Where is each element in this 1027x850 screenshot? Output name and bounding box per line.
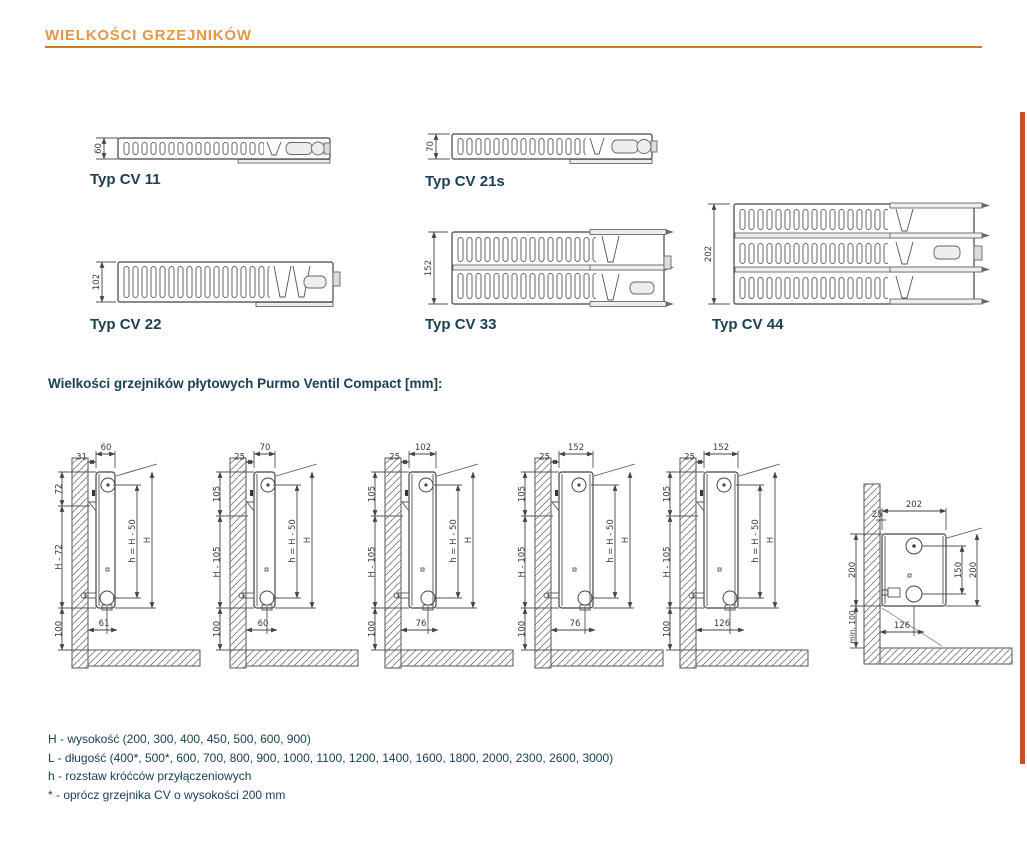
type-label-cv21s: Typ CV 21s <box>425 173 505 190</box>
radiator-panel <box>704 472 738 608</box>
floor-hatch <box>246 650 358 666</box>
side-drawing-cv21s <box>210 428 370 680</box>
dim-base: 61 <box>98 619 110 629</box>
convector-fins-middle <box>738 242 888 265</box>
wall-bracket-icon <box>405 490 408 496</box>
dim-height: H <box>143 536 153 544</box>
dim-pipe-spacing: 150 <box>954 561 964 579</box>
type-label-cv22: Typ CV 22 <box>90 316 162 333</box>
page-title: WIELKOŚCI GRZEJNIKÓW <box>45 27 252 44</box>
dim-base: 76 <box>569 619 581 629</box>
convector-fins-bottom <box>456 272 596 300</box>
wall-hatch <box>680 458 696 668</box>
convector-fins <box>456 137 586 156</box>
dim-conn-spacing: h = H - 50 <box>751 519 761 563</box>
dim-depth: 60 <box>100 443 112 453</box>
dim-height: H <box>766 536 776 544</box>
dim-mid-seg: H - 105 <box>517 546 528 578</box>
bottom-rail <box>570 160 652 164</box>
dim-wall-gap: 25 <box>539 452 550 463</box>
dim-top-seg: 105 <box>517 485 528 503</box>
depth-dim-label: 70 <box>426 141 436 152</box>
dim-height: H <box>621 536 631 544</box>
footnote-asterisk: * - oprócz grzejnika CV o wysokości 200 mm <box>48 787 286 802</box>
depth-dim-label: 202 <box>704 245 714 263</box>
side-drawing-cv22 <box>365 428 525 680</box>
wall-hatch <box>230 458 246 668</box>
section-subtitle: Wielkości grzejników płytowych Purmo Ventil Compact [mm]: <box>48 376 443 391</box>
floor-hatch <box>551 650 663 666</box>
topview-cv22 <box>88 256 348 312</box>
dim-bottom-seg: 100 <box>367 620 378 638</box>
footnote-height: H - wysokość (200, 300, 400, 450, 500, 600, 900) <box>48 732 311 746</box>
wall-hatch <box>72 458 88 668</box>
radiator-panel <box>409 472 436 608</box>
title-underline <box>45 46 982 48</box>
dim-mid-seg: H - 105 <box>367 546 378 578</box>
floor-hatch <box>401 650 513 666</box>
dim-bottom-seg: 100 <box>662 620 673 638</box>
topview-cv11 <box>88 130 338 170</box>
dim-outer-height: 200 <box>969 561 979 579</box>
floor-hatch <box>696 650 808 666</box>
dim-wall-gap: 25 <box>684 452 695 463</box>
dim-conn-spacing: h = H - 50 <box>449 519 459 563</box>
depth-dim-label: 102 <box>92 273 102 291</box>
footnote-conn-spacing: h - rozstaw króćców przyłączeniowych <box>48 769 252 783</box>
dim-top-seg: 105 <box>212 485 223 503</box>
wall-bracket-icon <box>555 490 558 496</box>
wall-hatch <box>535 458 551 668</box>
dim-depth: 152 <box>712 443 730 453</box>
dim-depth: 152 <box>567 443 585 453</box>
dim-top-seg: 105 <box>367 485 378 503</box>
convector-fins-bottom <box>738 276 888 300</box>
side-drawing-cv11 <box>52 428 212 680</box>
dim-wall-gap: 25 <box>234 452 245 463</box>
radiator-panel <box>559 472 593 608</box>
dim-wall-gap: 25 <box>871 510 883 520</box>
convector-fins-top <box>738 208 888 231</box>
dim-conn-spacing: h = H - 50 <box>288 519 298 563</box>
dim-mid-seg: H - 105 <box>212 546 223 578</box>
wall-bracket-icon <box>92 490 95 496</box>
footnotes <box>48 730 613 804</box>
dim-depth: 102 <box>414 443 432 453</box>
wall-hatch <box>385 458 401 668</box>
floor-hatch <box>88 650 200 666</box>
topview-cv33 <box>420 226 688 314</box>
dim-wall-gap: 31 <box>76 452 87 463</box>
dim-left-height: 200 <box>848 561 858 579</box>
topview-cv44 <box>700 196 1010 316</box>
type-label-cv44: Typ CV 44 <box>712 316 784 333</box>
dim-mid-seg: H - 105 <box>662 546 673 578</box>
dim-left-clearance: min. 100 <box>848 610 857 644</box>
corner-drawing <box>842 460 1027 678</box>
floor-hatch <box>880 648 1012 664</box>
wall-bracket-icon <box>700 490 703 496</box>
dim-height: H <box>464 536 474 544</box>
dim-conn-spacing: h = H - 50 <box>606 519 616 563</box>
dim-base: 126 <box>713 619 731 629</box>
side-drawing-cv33 <box>515 428 675 680</box>
dim-base: 126 <box>893 621 911 631</box>
dim-base: 76 <box>415 619 427 629</box>
dim-bottom-seg: 100 <box>212 620 223 638</box>
bottom-rail <box>256 303 333 307</box>
dim-bottom-seg: 100 <box>517 620 528 638</box>
dim-top-seg: 105 <box>662 485 673 503</box>
wall-bracket-icon <box>250 490 253 496</box>
side-drawing-cv44 <box>660 428 820 680</box>
dim-height: H <box>303 536 313 544</box>
footnote-length: L - długość (400*, 500*, 600, 700, 800, 900, 1000, 1100, 1200, 1400, 1600, 1800, 2000, 2300, 2600, 3000) <box>48 750 614 765</box>
dim-mid-seg: H - 72 <box>54 544 65 570</box>
dim-top-seg: 72 <box>54 483 65 495</box>
dim-base: 60 <box>257 619 269 629</box>
dim-depth: 70 <box>259 443 271 453</box>
depth-dim-label: 60 <box>94 143 104 154</box>
topview-cv21s <box>420 126 680 170</box>
type-label-cv33: Typ CV 33 <box>425 316 497 333</box>
dim-conn-spacing: h = H - 50 <box>128 519 138 563</box>
dim-width: 202 <box>905 500 923 510</box>
convector-fins <box>122 141 264 156</box>
convector-fins <box>122 265 270 299</box>
convector-fins-top <box>456 236 596 263</box>
bottom-rail <box>238 160 330 164</box>
type-label-cv11: Typ CV 11 <box>90 171 161 188</box>
dim-bottom-seg: 100 <box>54 620 65 638</box>
depth-dim-label: 152 <box>424 259 434 277</box>
dim-wall-gap: 25 <box>389 452 400 463</box>
